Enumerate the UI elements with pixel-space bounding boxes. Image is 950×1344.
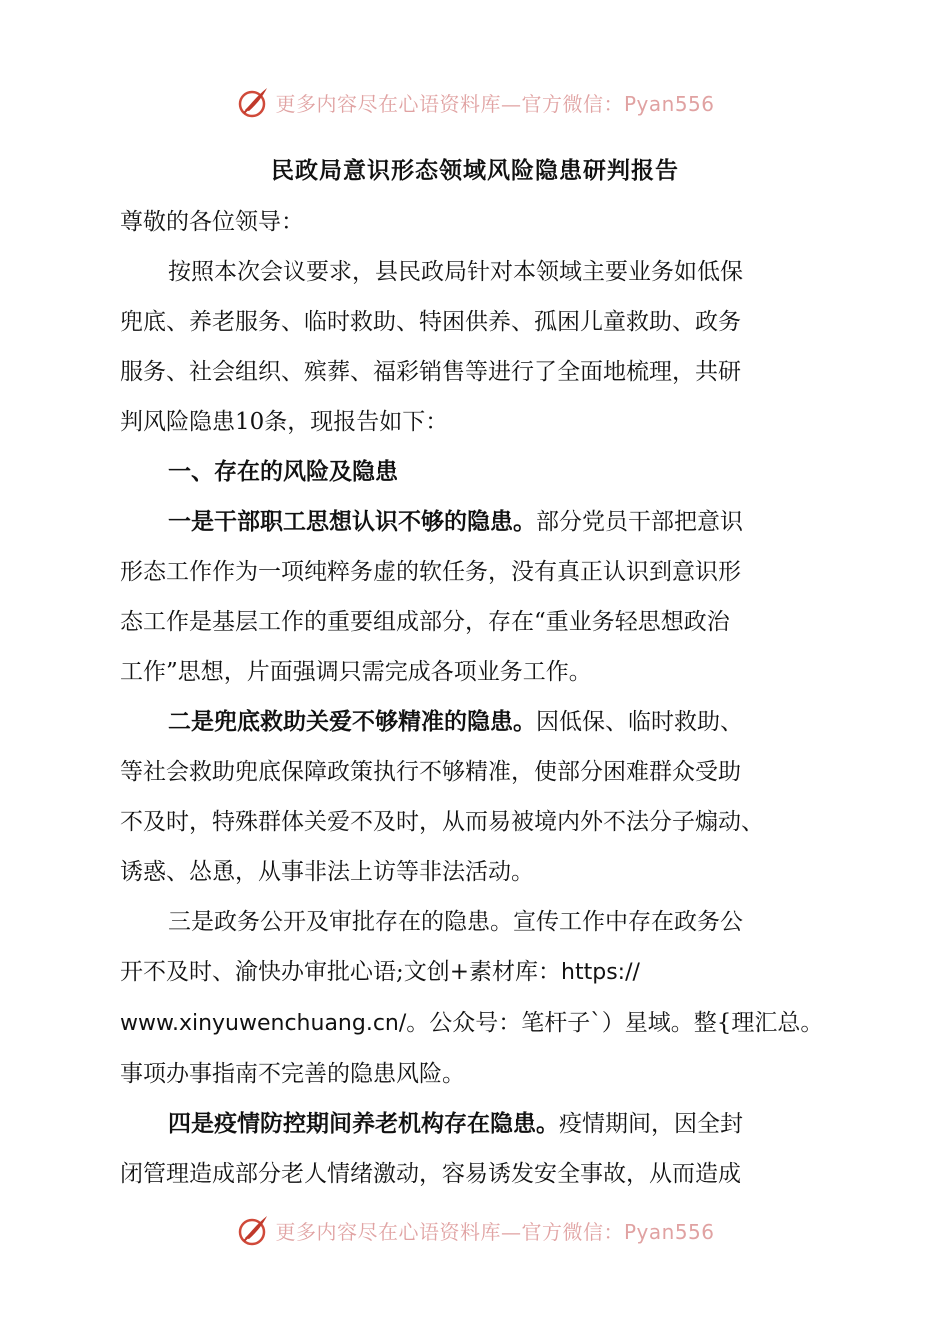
intro-line: 按照本次会议要求，县民政局针对本领域主要业务如低保 <box>168 259 743 285</box>
intro-line: 服务、社会组织、殡葬、福彩销售等进行了全面地梳理，共研 <box>120 359 741 385</box>
watermark-text: 更多内容尽在心语资料库—官方微信：Pyan556 <box>275 91 715 116</box>
document-body <box>120 197 832 1199</box>
item1-line: 态工作是基层工作的重要组成部分，存在“重业务轻思想政治 <box>120 609 730 635</box>
quill-logo-icon <box>235 84 271 120</box>
item3-line: 三是政务公开及审批存在的隐患。宣传工作中存在政务公 <box>168 909 743 935</box>
item4-line: 四是疫情防控期间养老机构存在隐患。疫情期间，因全封 <box>168 1110 743 1137</box>
section-heading: 一、存在的风险及隐患 <box>168 458 398 485</box>
item1-heading: 一是干部职工思想认识不够的隐患。 <box>168 508 536 535</box>
item2-heading: 二是兜底救助关爱不够精准的隐患。 <box>168 708 536 735</box>
item4-line: 闭管理造成部分老人情绪激动，容易诱发安全事故，从而造成 <box>120 1161 741 1187</box>
watermark-text: 更多内容尽在心语资料库—官方微信：Pyan556 <box>275 1219 715 1244</box>
item1-line: 形态工作作为一项纯粹务虚的软任务，没有真正认识到意识形 <box>120 559 741 585</box>
item1-line: 工作”思想，片面强调只需完成各项业务工作。 <box>120 659 592 685</box>
url-fragment: www.xinyuwenchuang.cn/ <box>120 1011 407 1036</box>
item3-line: 事项办事指南不完善的隐患风险。 <box>120 1061 465 1087</box>
watermark-banner-bottom <box>0 1210 950 1250</box>
intro-line: 兜底、养老服务、临时救助、特困供养、孤困儿童救助、政务 <box>120 309 741 335</box>
item1-line: 一是干部职工思想认识不够的隐患。部分党员干部把意识 <box>168 508 743 535</box>
watermark-banner-top <box>0 82 950 122</box>
item2-line: 不及时，特殊群体关爱不及时，从而易被境内外不法分子煽动、 <box>120 809 764 835</box>
item2-line: 诱惑、怂恿，从事非法上访等非法活动。 <box>120 859 534 885</box>
intro-line: 判风险隐患10条，现报告如下： <box>120 409 449 435</box>
item3-line: 开不及时、渝快办审批心语;文创+素材库：https:// <box>120 959 640 985</box>
quill-logo-icon <box>235 1212 271 1248</box>
item3-line: www.xinyuwenchuang.cn/。公众号：笔杆子`）星域。整{理汇总。 <box>120 1010 824 1036</box>
item2-line: 等社会救助兜底保障政策执行不够精准，使部分困难群众受助 <box>120 759 741 785</box>
document-title: 民政局意识形态领域风险隐患研判报告 <box>271 157 679 184</box>
item4-heading: 四是疫情防控期间养老机构存在隐患。 <box>168 1110 559 1137</box>
url-fragment: https:// <box>561 960 640 985</box>
greeting: 尊敬的各位领导： <box>120 209 304 235</box>
item2-line: 二是兜底救助关爱不够精准的隐患。因低保、临时救助、 <box>168 708 743 735</box>
